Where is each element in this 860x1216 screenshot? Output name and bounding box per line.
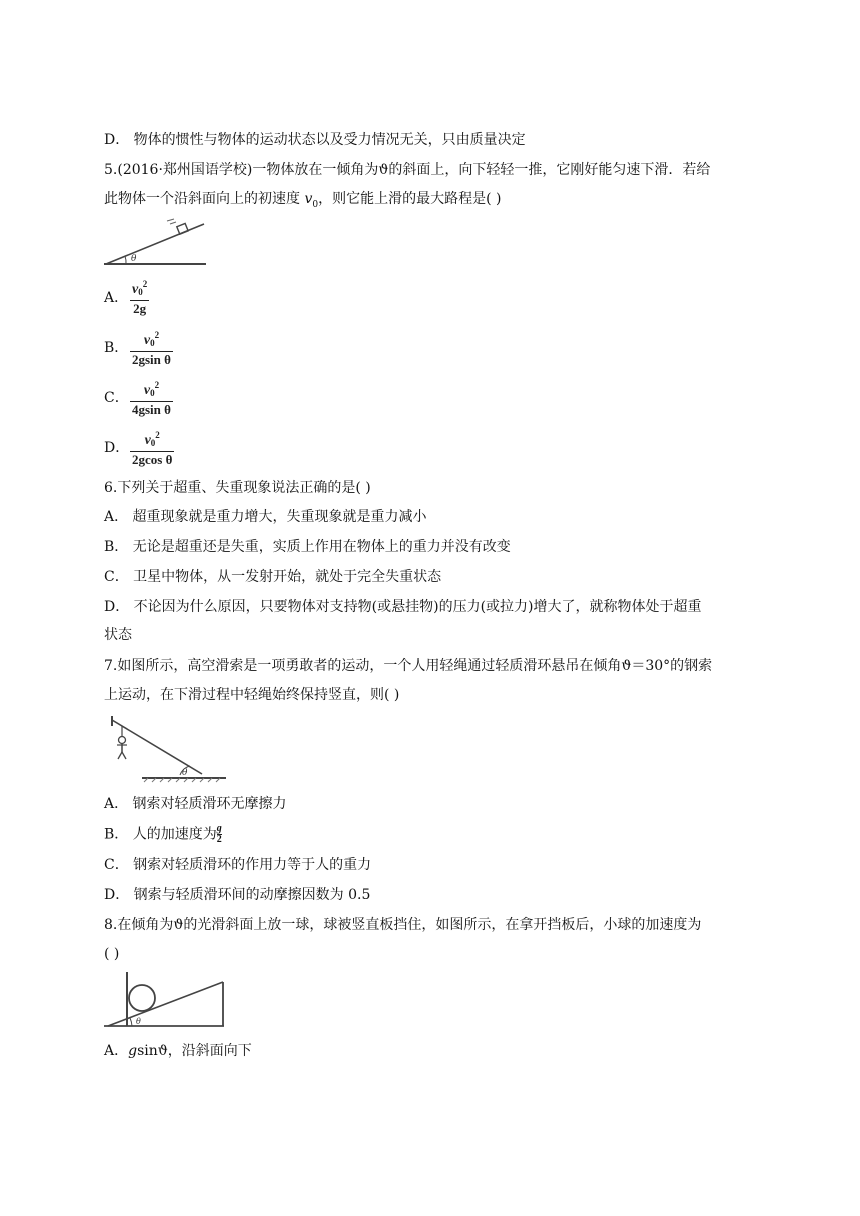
q5-stem-velocity-sub: 0 (312, 199, 319, 210)
q5-stem-line2 (104, 189, 501, 215)
q5-option-b-numerator-sup: 2 (154, 330, 160, 340)
q6-option-c: C． 卫星中物体，从一发射开始，就处于完全失重状态 (104, 569, 442, 585)
q8-option-a-text: sinϑ，沿斜面向下 (137, 1043, 252, 1059)
q8-option-a (104, 1041, 252, 1061)
q5-option-a-denominator: 2g (130, 300, 149, 317)
q5-stem-text-b: ，则它能上滑的最大路程是( ) (318, 191, 502, 207)
q7-stem-line1: 7.如图所示，高空滑索是一项勇敢者的运动，一个人用轻绳通过轻质滑环悬吊在倾角ϑ＝30°的钢索 (104, 658, 713, 674)
q7-angle-label: θ (182, 768, 188, 778)
q8-option-a-g: g (128, 1043, 138, 1059)
q5-option-a-numerator-sub: 0 (138, 287, 143, 297)
q8-angle-label: θ (136, 1017, 141, 1026)
q7-option-b-numerator: g (216, 823, 222, 834)
q6-option-d-line2: 状态 (104, 627, 132, 643)
q5-option-c-label: C． (104, 390, 129, 406)
q5-option-d-denominator: 2gcos θ (132, 452, 173, 467)
q6-stem: 6.下列关于超重、失重现象说法正确的是( ) (104, 480, 371, 496)
q7-option-b (104, 824, 222, 845)
q5-option-b-numerator: v (143, 333, 151, 348)
q5-option-c-denominator: 4gsin θ (132, 402, 171, 417)
q6-option-b: B． 无论是超重还是失重，实质上作用在物体上的重力并没有改变 (104, 539, 511, 555)
q8-stem-line2: ( ) (104, 946, 120, 962)
q5-option-d-numerator-sup: 2 (155, 430, 160, 440)
q6-option-a: A． 超重现象就是重力增大，失重现象就是重力减小 (104, 509, 427, 525)
q5-option-a-label: A． (104, 290, 129, 306)
q8-option-a-label: A． (104, 1043, 129, 1059)
q5-option-a-fraction (130, 276, 149, 317)
q5-option-a-numerator: v (132, 282, 139, 297)
q5-option-c-numerator: v (143, 383, 151, 398)
q5-option-b-numerator-sub: 0 (150, 338, 155, 348)
q5-stem-text-a: 此物体一个沿斜面向上的初速度 (104, 191, 305, 207)
q7-option-b-text: B． 人的加速度为 (104, 826, 217, 843)
q7-zipline-figure (106, 714, 230, 786)
q7-stem-line2: 上运动，在下滑过程中轻绳始终保持竖直，则( ) (104, 687, 400, 703)
q5-option-d-numerator: v (144, 433, 151, 448)
q5-stem-line1: 5.(2016·郑州国语学校)一物体放在一倾角为ϑ的斜面上，向下轻轻一推，它刚好能匀速下滑．若给 (104, 162, 711, 178)
q7-option-d: D． 钢索与轻质滑环间的动摩擦因数为 0.5 (104, 887, 371, 903)
q5-option-b-fraction (130, 327, 173, 368)
q7-option-a: A． 钢索对轻质滑环无摩擦力 (104, 796, 287, 812)
q6-option-d-line1: D． 不论因为什么原因，只要物体对支持物(或悬挂物)的压力(或拉力)增大了，就称物体处于超重 (104, 599, 702, 615)
q5-option-c-numerator-sup: 2 (154, 380, 160, 390)
q5-option-a-numerator-sup: 2 (142, 279, 148, 289)
q4-option-d: D． 物体的惯性与物体的运动状态以及受力情况无关，只由质量决定 (104, 132, 526, 148)
q5-option-d-label: D． (104, 440, 130, 456)
q5-incline-figure (104, 214, 210, 268)
q5-stem-velocity: v (304, 191, 313, 207)
q5-option-c-fraction (130, 377, 173, 418)
q5-option-b-label: B． (104, 340, 129, 356)
q8-stem-line1: 8.在倾角为ϑ的光滑斜面上放一球，球被竖直板挡住，如图所示，在拿开挡板后，小球的加速度为 (104, 917, 702, 933)
q5-option-c-numerator-sub: 0 (150, 388, 155, 398)
q5-option-d-numerator-sub: 0 (150, 438, 156, 448)
q7-option-b-fraction (217, 824, 222, 845)
q7-option-b-denominator: 2 (216, 834, 222, 845)
q5-option-b-denominator: 2gsin θ (132, 352, 171, 367)
q7-option-c: C． 钢索对轻质滑环的作用力等于人的重力 (104, 857, 372, 873)
q5-angle-label: θ (131, 254, 137, 264)
q8-ball-incline-figure (104, 968, 230, 1030)
q5-option-d-fraction (130, 427, 174, 468)
